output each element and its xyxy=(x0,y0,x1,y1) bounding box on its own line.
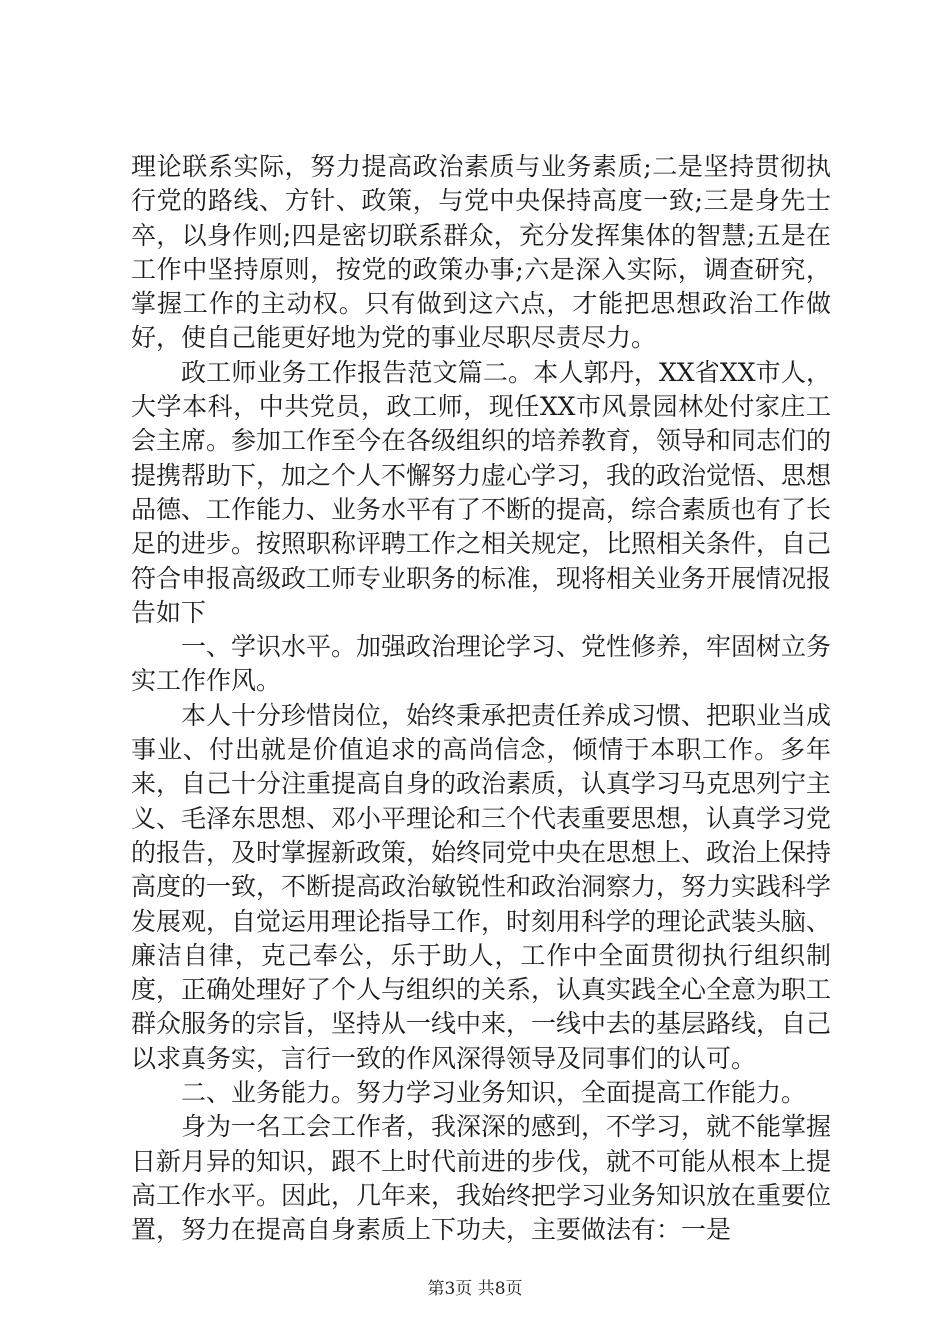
paragraph-1: 理论联系实际，努力提高政治素质与业务素质;二是坚持贯彻执行党的路线、方针、政策，与党中央保持高度一致;三是身先士卒，以身作则;四是密切联系群众，充分发挥集体的智慧;五是在工作中坚持原则，按党的政策办事;六是深入实际，调查研究，掌握工作的主动权。只有做到这六点，才能把思想政治工作做好，使自己能更好地为党的事业尽职尽责尽力。 xyxy=(131,152,831,353)
paragraph-4: 本人十分珍惜岗位，始终秉承把责任养成习惯、把职业当成事业、付出就是价值追求的高尚信念，倾情于本职工作。多年来，自己十分注重提高自身的政治素质，认真学习马克思列宁主义、毛泽东思想、邓小平理论和三个代表重要思想，认真学习党的报告，及时掌握新政策，始终同党中央在思想上、政治上保持高度的一致，不断提高政治敏锐性和政治洞察力，努力实践科学发展观，自觉运用理论指导工作，时刻用科学的理论武装头脑、廉洁自律，克己奉公，乐于助人，工作中全面贯彻执行组织制度，正确处理好了个人与组织的关系，认真实践全心全意为职工群众服务的宗旨，坚持从一线中来，一线中去的基层路线，自己以求真务实，言行一致的作风深得领导及同事们的认可。 xyxy=(131,700,832,1073)
document-body xyxy=(131,150,831,1248)
paragraph-2: 政工师业务工作报告范文篇二。本人郭丹，XX省XX市人，大学本科，中共党员，政工师，现任XX市风景园林处付家庄工会主席。参加工作至今在各级组织的培养教育，领导和同志们的提携帮助下，加之个人不懈努力虚心学习，我的政治觉悟、思想品德、工作能力、业务水平有了不断的提高，综合素质也有了长足的进步。按照职称评聘工作之相关规定，比照相关条件，自己符合申报高级政工师专业职务的标准，现将相关业务开展情况报告如下 xyxy=(131,357,832,627)
paragraph-3-heading: 一、学识水平。加强政治理论学习、党性修养，牢固树立务实工作作风。 xyxy=(131,632,832,696)
paragraph-5-heading: 二、业务能力。努力学习业务知识，全面提高工作能力。 xyxy=(181,1078,807,1108)
page-footer: 第3页 共8页 xyxy=(427,1279,523,1299)
paragraph-6: 身为一名工会工作者，我深深的感到，不学习，就不能掌握日新月异的知识，跟不上时代前进的步伐，就不可能从根本上提高工作水平。因此，几年来，我始终把学习业务知识放在重要位置，努力在提高自身素质上下功夫，主要做法有：一是 xyxy=(131,1112,832,1245)
